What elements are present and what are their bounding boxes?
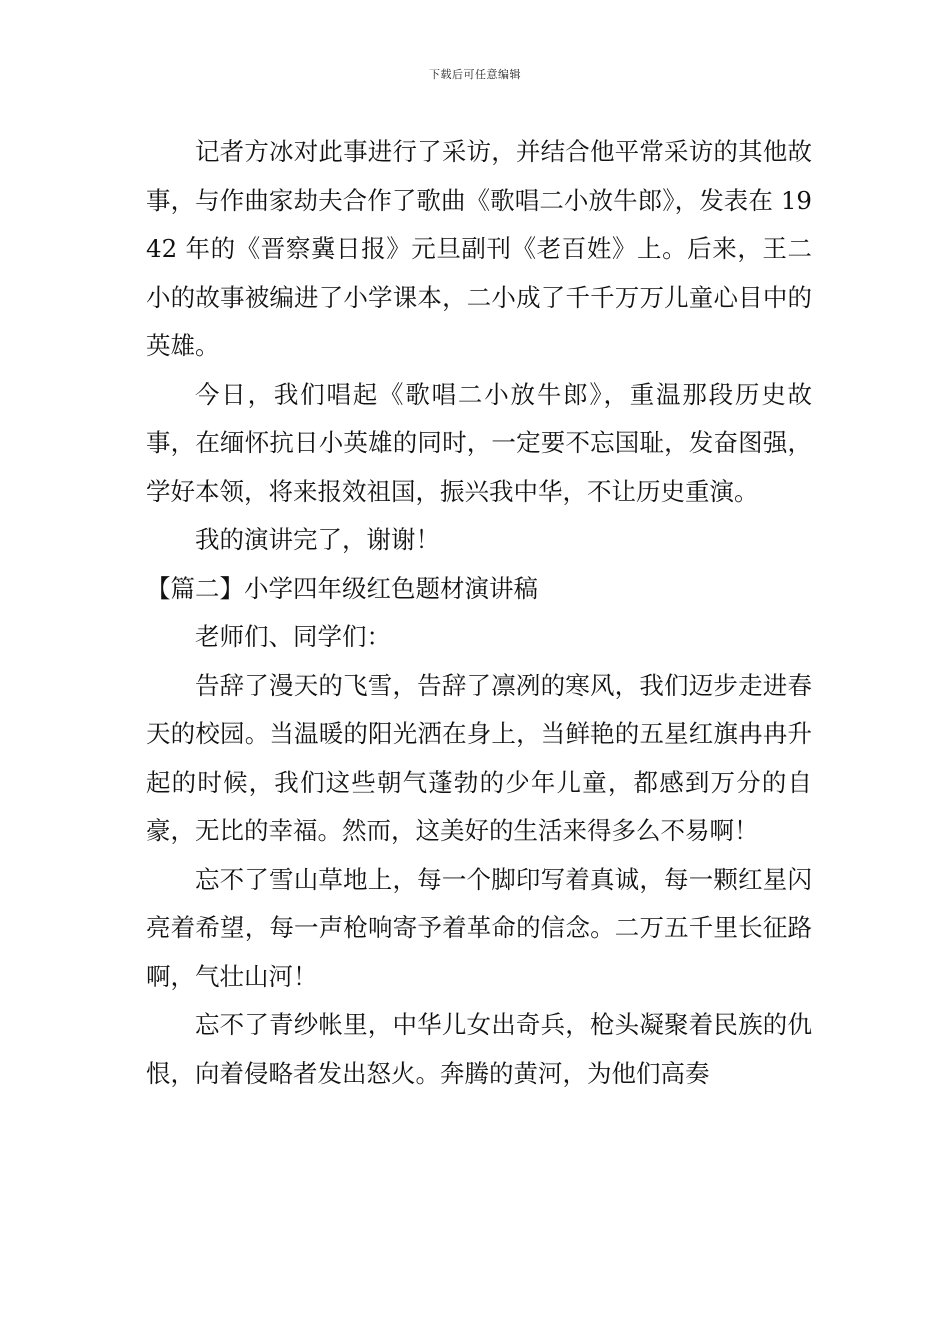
paragraph: 记者方冰对此事进行了采访，并结合他平常采访的其他故事，与作曲家劫夫合作了歌曲《歌唱二小放牛郎》，发表在 1942 年的《晋察冀日报》元旦副刊《老百姓》上。后来，王二小的故事被编进了小学课本，二小成了千千万万儿童心目中的英雄。 (146, 137, 812, 360)
page-header: 下载后可任意编辑 (429, 68, 521, 81)
document-body (146, 128, 812, 1098)
paragraph: 我的演讲完了，谢谢！ (195, 525, 440, 554)
paragraph: 忘不了青纱帐里，中华儿女出奇兵，枪头凝聚着民族的仇恨，向着侵略者发出怒火。奔腾的黄河，为他们高奏 (146, 1010, 812, 1088)
paragraph: 忘不了雪山草地上，每一个脚印写着真诚，每一颗红星闪亮着希望，每一声枪响寄予着革命的信念。二万五千里长征路啊，气壮山河！ (146, 864, 812, 991)
paragraph: 告辞了漫天的飞雪，告辞了凛冽的寒风，我们迈步走进春天的校园。当温暖的阳光洒在身上，当鲜艳的五星红旗冉冉升起的时候，我们这些朝气蓬勃的少年儿童，都感到万分的自豪，无比的幸福。然而，这美好的生活来得多么不易啊！ (146, 670, 812, 845)
salutation: 老师们、同学们： (195, 622, 391, 651)
section-heading: 【篇二】小学四年级红色题材演讲稿 (146, 573, 538, 603)
paragraph: 今日，我们唱起《歌唱二小放牛郎》，重温那段历史故事，在缅怀抗日小英雄的同时，一定要不忘国耻，发奋图强，学好本领，将来报效祖国，振兴我中华，不让历史重演。 (146, 379, 812, 506)
